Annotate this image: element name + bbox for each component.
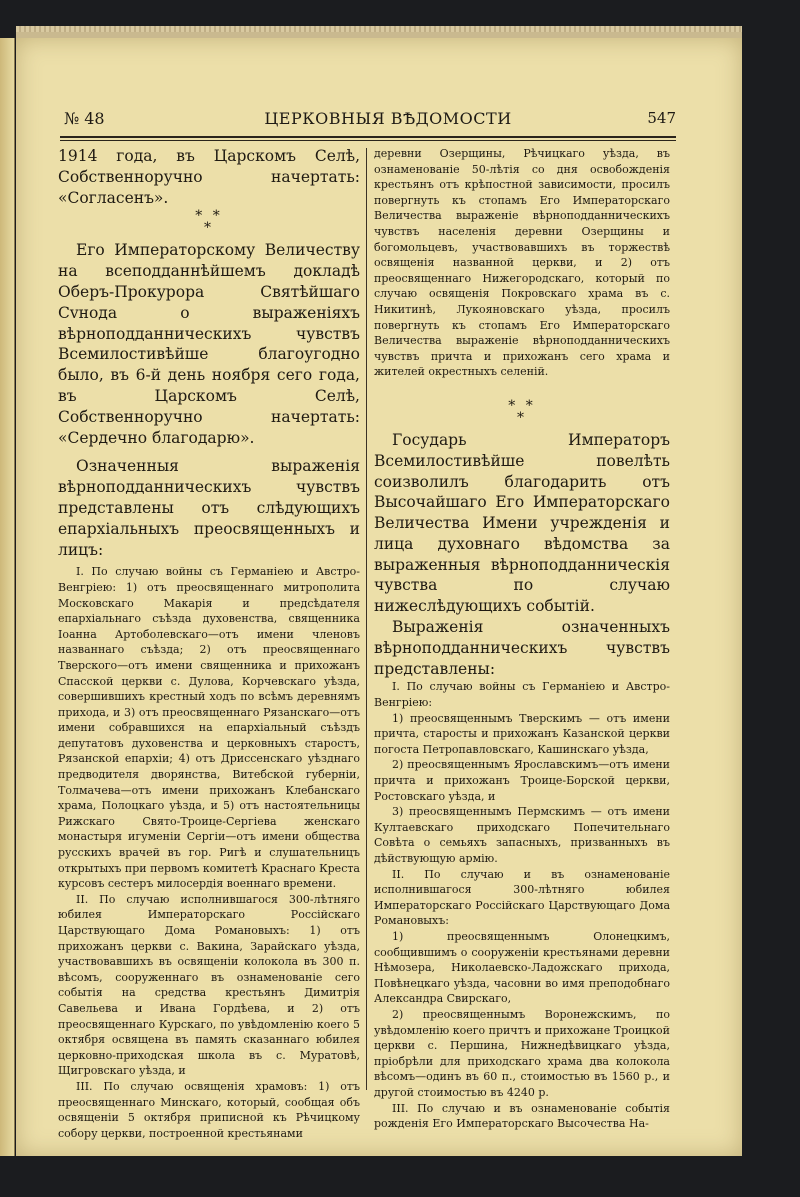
paragraph: III. По случаю освященія храмовъ: 1) отъ преосвященнаго Минскаго, который, сообщая объ освященіи 5 октября приписной къ Рѣчицкому собору церкви, построенной крестьянами xyxy=(58,1079,360,1140)
paragraph: 1914 года, въ Царскомъ Селѣ, Собственноручно начертать: «Согласенъ». xyxy=(58,147,360,207)
paragraph: Его Императорскому Величеству на всеподданнѣйшемъ докладѣ Оберъ-Прокурора Святѣйшаго Сvнода о выраженіяхъ вѣрноподданническихъ чувствъ Всемилостивѣйше благоугодно было, въ 6-й день ноября сего года, въ Царскомъ Селѣ, Собственноручно начертать: «Сердечно благодарю». xyxy=(58,241,360,447)
paragraph: 3) преосвященнымъ Пермскимъ — отъ имени Култаевскаго приходскаго Попечительнаго Совѣта о семьяхъ запасныхъ, призванныхъ въ дѣйствующую армію. xyxy=(374,805,670,865)
paragraph: 2) преосвященнымъ Воронежскимъ, по увѣдомленію коего причтъ и прихожане Троицкой церкви с. Першина, Нижнедѣвицкаго уѣзда, пріобрѣли для приходскаго храма два колокола вѣсомъ—одинъ въ 60 п., стоимостью въ 1560 р., и другой стоимостью въ 4240 р. xyxy=(374,1007,670,1099)
paragraph: III. По случаю и въ ознаменованіе событія рожденія Его Императорскаго Высочества На- xyxy=(374,1101,670,1131)
adjacent-page-edge xyxy=(0,38,15,1156)
header-rule-thin xyxy=(60,140,676,141)
paragraph: Государь Императоръ Всемилостивѣйше повелѣть соизволилъ благодарить отъ Высочайшаго Его Императорскаго Величества Имени учрежденія и лица духовнаго вѣдомства за выраженныя вѣрноподданническія чувства по случаю нижеслѣдующихъ событій. xyxy=(374,430,670,616)
paragraph: 2) преосвященнымъ Ярославскимъ—отъ имени причта и прихожанъ Троице-Борской церкви, Ростовскаго уѣзда, и xyxy=(374,758,670,803)
paragraph: деревни Озерщины, Рѣчицкаго уѣзда, въ ознаменованіе 50-лѣтія со дня освобожденія крестьянъ отъ крѣпостной зависимости, просилъ повергнуть къ стопамъ Его Императорскаго Величества выраженіе вѣрноподданническихъ чувствъ населенія деревни Озерщины и богомольцевъ, участвовавшихъ въ торжествѣ освященія названной церкви, и 2) отъ преосвященнаго Нижегородскаго, который по случаю освященія Покровскаго храма въ с. Никитинѣ, Лукояновскаго уѣзда, просилъ повергнуть къ стопамъ Его Императорскаго Величества выраженіе вѣрноподданническихъ чувствъ причта и прихожанъ сего храма и жителей окрестныхъ селеній. xyxy=(374,147,670,379)
paragraph: I. По случаю войны съ Германіею и Австро-Венгріею: 1) отъ преосвященнаго митрополита Московскаго Макарія и предсѣдателя епархіальнаго съѣзда духовенства, священника Іоанна Артоболевскаго—отъ имени членовъ названнаго съѣзда; 2) отъ преосвященнаго Тверского—отъ имени священника и прихожанъ Спасской церкви с. Дулова, Корчевскаго уѣзда, совершившихъ крестный ходъ по всѣмъ деревнямъ прихода, и 3) отъ преосвященнаго Рязанскаго—отъ имени собравшихся на епархіальный съѣздъ депутатовъ духовенства и церковныхъ старостъ, Рязанской епархіи; 4) отъ Дриссенскаго уѣзднаго предводителя дворянства, Витебской губерніи, Толмачева—отъ имени прихожанъ Клебанскаго храма, Полоцкаго уѣзда, и 5) отъ настоятельницы Рижскаго Свято-Троице-Сергіева женскаго монастыря игуменіи Сергіи—отъ имени общества русскихъ врачей въ гор. Ригѣ и слушательницъ открытыхъ при первомъ комитетѣ Краснаго Креста курсовъ сестеръ милосердія военнаго времени. xyxy=(58,565,360,891)
header-rule xyxy=(60,136,676,138)
paragraph: Выраженія означенныхъ вѣрноподданническихъ чувствъ представлены: xyxy=(374,618,670,678)
section-separator: * * * xyxy=(195,208,223,237)
column-divider xyxy=(366,148,367,1090)
paragraph: 1) преосвященнымъ Тверскимъ — отъ имени причта, старосты и прихожанъ Казанской церкви погоста Петропавловскаго, Кашинскаго уѣзда, xyxy=(374,711,670,756)
journal-title: ЦЕРКОВНЫЯ ВѢДОМОСТИ xyxy=(264,109,512,128)
paragraph: II. По случаю и въ ознаменованіе исполнившагося 300-лѣтняго юбилея Императорскаго Россійскаго Царствующаго Дома Романовыхъ: xyxy=(374,867,670,928)
issue-number: № 48 xyxy=(64,109,105,128)
page-number: 547 xyxy=(647,109,676,127)
paragraph: 1) преосвященнымъ Олонецкимъ, сообщившимъ о сооруженіи крестьянами деревни Нѣмозера, Николаевско-Ладожскаго прихода, Повѣнецкаго уѣзда, часовни во имя преподобнаго Александра Свирскаго, xyxy=(374,929,670,1006)
paragraph: Означенныя выраженія вѣрноподданническихъ чувствъ представлены отъ слѣдующихъ епархіальныхъ преосвященныхъ и лицъ: xyxy=(58,457,360,559)
paragraph: II. По случаю исполнившагося 300-лѣтняго юбилея Императорскаго Россійскаго Царствующаго Дома Романовыхъ: 1) отъ прихожанъ церкви с. Вакина, Зарайскаго уѣзда, участвовавшихъ въ освященіи колокола въ 300 п. вѣсомъ, сооруженнаго въ ознаменованіе сего событія на средства крестьянъ Димитрія Савельева и Ивана Гордѣева, и 2) отъ преосвященнаго Курскаго, по увѣдомленію коего 5 октября освящена въ память сказаннаго юбилея церковно-приходская школа въ с. Муратовѣ, Щигровскаго уѣзда, и xyxy=(58,892,360,1078)
paragraph: I. По случаю войны съ Германіею и Австро-Венгріею: xyxy=(374,680,670,710)
left-column xyxy=(58,146,360,1141)
page-header xyxy=(48,76,676,128)
right-column xyxy=(374,146,670,1132)
section-separator: * * * xyxy=(508,397,536,426)
